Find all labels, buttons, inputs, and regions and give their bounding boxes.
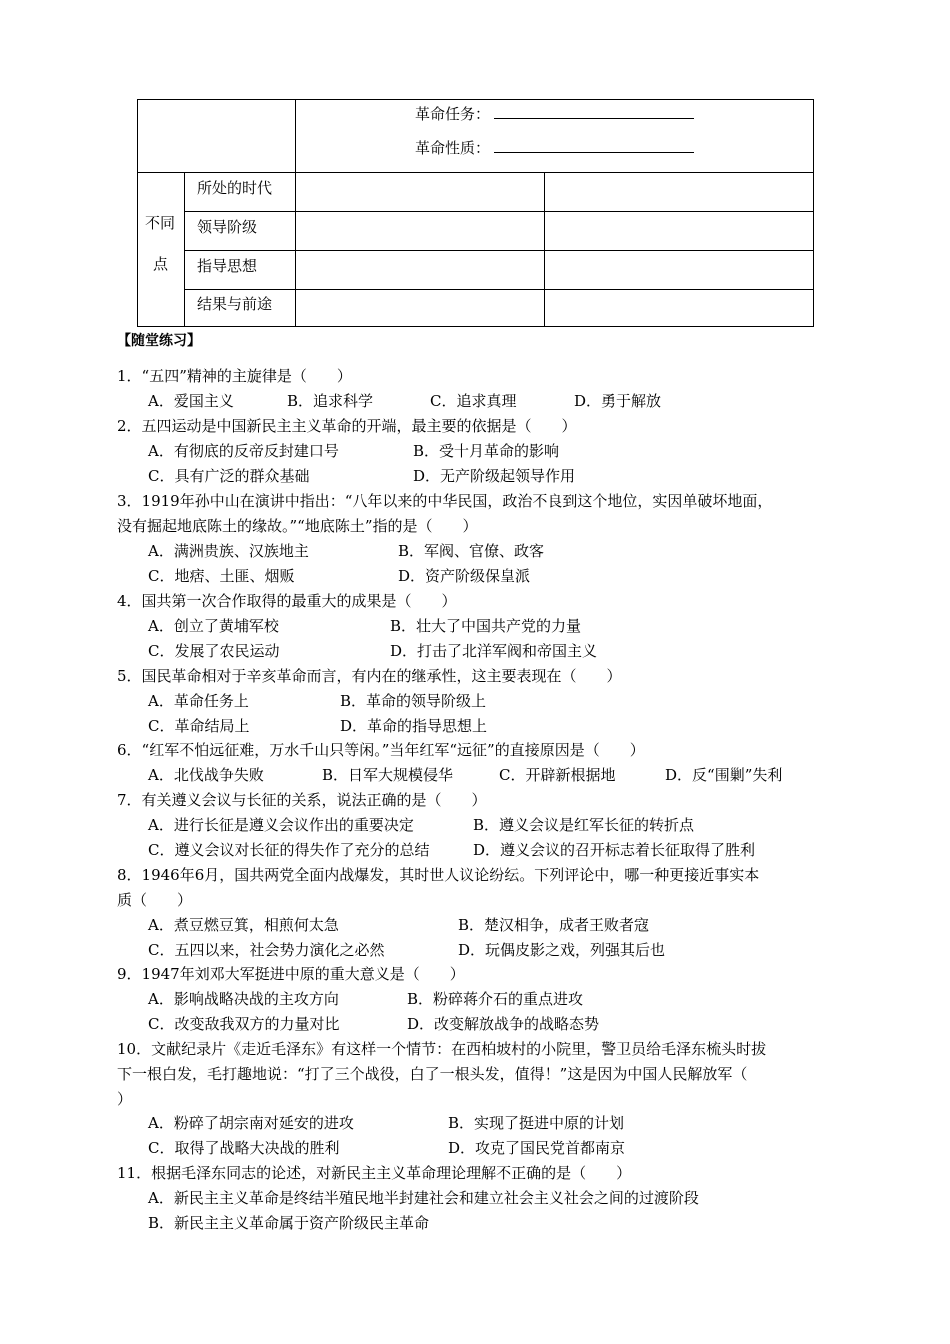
revolution-task-row [415,104,694,124]
question-3-cont: 没有掘起地底陈土的缘故。”“地底陈土”指的是（ ） [117,517,478,535]
q6-option-c[interactable]: C．开辟新根据地 [499,766,616,784]
q3-option-b[interactable]: B．军阀、官僚、政客 [398,542,545,560]
row-label-result-prospect: 结果与前途 [197,295,273,313]
question-8-cont: 质（ ） [117,891,193,909]
q8-option-a[interactable]: A．煮豆燃豆箕，相煎何太急 [148,916,339,934]
q1-option-a[interactable]: A．爱国主义 [148,392,234,410]
q2-option-d[interactable]: D．无产阶级起领导作用 [413,467,576,485]
revolution-nature-blank[interactable] [494,138,694,153]
question-10: 10．文献纪录片《走近毛泽东》有这样一个情节：在西柏坡村的小院里，警卫员给毛泽东梳头时拔 [117,1040,767,1058]
revolution-nature-label: 革命性质： [415,139,491,157]
q4-option-d[interactable]: D．打击了北洋军阀和帝国主义 [390,642,598,660]
q1-option-c[interactable]: C．追求真理 [430,392,517,410]
q7-option-d[interactable]: D．遵义会议的召开标志着长征取得了胜利 [473,841,756,859]
revolution-task-blank[interactable] [494,104,694,119]
comparison-table [137,99,814,327]
q7-option-c[interactable]: C．遵义会议对长征的得失作了充分的总结 [148,841,430,859]
question-1: 1．“五四”精神的主旋律是（ ） [117,367,352,385]
q10-option-c[interactable]: C．取得了战略大决战的胜利 [148,1139,340,1157]
q9-option-b[interactable]: B．粉碎蒋介石的重点进攻 [407,990,584,1008]
question-6: 6．“红军不怕远征难，万水千山只等闲。”当年红军“远征”的直接原因是（ ） [117,741,645,759]
q7-option-b[interactable]: B．遵义会议是红军长征的转折点 [473,816,695,834]
q5-option-a[interactable]: A．革命任务上 [148,692,249,710]
q2-option-c[interactable]: C．具有广泛的群众基础 [148,467,310,485]
q5-option-b[interactable]: B．革命的领导阶级上 [340,692,487,710]
q11-option-a[interactable]: A．新民主主义革命是终结半殖民地半封建社会和建立社会主义社会之间的过渡阶段 [148,1189,699,1207]
q4-option-a[interactable]: A．创立了黄埔军校 [148,617,279,635]
q3-option-a[interactable]: A．满洲贵族、汉族地主 [148,542,309,560]
question-2: 2．五四运动是中国新民主主义革命的开端，最主要的依据是（ ） [117,417,577,435]
q6-option-d[interactable]: D．反“围剿”失利 [665,766,783,784]
q8-option-c[interactable]: C．五四以来，社会势力演化之必然 [148,941,385,959]
revolution-task-label: 革命任务： [415,105,491,123]
question-3: 3．1919年孙中山在演讲中指出：“八年以来的中华民国，政治不良到这个地位，实因单破坏地面， [117,492,773,510]
question-10-cont-2: ） [117,1090,133,1108]
q7-option-a[interactable]: A．进行长征是遵义会议作出的重要决定 [148,816,414,834]
q8-option-b[interactable]: B．楚汉相争，成者王败者寇 [458,916,650,934]
q3-option-d[interactable]: D．资产阶级保皇派 [398,567,531,585]
section-title: 【随堂练习】 [117,333,201,349]
q4-option-c[interactable]: C．发展了农民运动 [148,642,280,660]
question-10-cont: 下一根白发，毛打趣地说：“打了三个战役，白了一根头发，值得！”这是因为中国人民解放军（ [117,1065,748,1083]
question-7: 7．有关遵义会议与长征的关系，说法正确的是（ ） [117,791,487,809]
row-label-leading-class: 领导阶级 [197,218,258,236]
q8-option-d[interactable]: D．玩偶皮影之戏，列强其后也 [458,941,666,959]
q6-option-a[interactable]: A．北伐战争失败 [148,766,264,784]
q5-option-d[interactable]: D．革命的指导思想上 [340,717,488,735]
q10-option-a[interactable]: A．粉碎了胡宗南对延安的进攻 [148,1114,354,1132]
q10-option-b[interactable]: B．实现了挺进中原的计划 [448,1114,625,1132]
q2-option-b[interactable]: B．受十月革命的影响 [413,442,560,460]
question-5: 5．国民革命相对于辛亥革命而言，有内在的继承性，这主要表现在（ ） [117,667,622,685]
q6-option-b[interactable]: B．日军大规模侵华 [322,766,454,784]
q1-option-b[interactable]: B．追求科学 [287,392,374,410]
q9-option-c[interactable]: C．改变敌我双方的力量对比 [148,1015,340,1033]
q11-option-b[interactable]: B．新民主主义革命属于资产阶级民主革命 [148,1214,430,1232]
q4-option-b[interactable]: B．壮大了中国共产党的力量 [390,617,582,635]
differences-label-2: 点 [153,255,169,273]
differences-label-1: 不同 [145,214,176,232]
q5-option-c[interactable]: C．革命结局上 [148,717,250,735]
q9-option-d[interactable]: D．改变解放战争的战略态势 [407,1015,600,1033]
question-11: 11．根据毛泽东同志的论述，对新民主主义革命理论理解不正确的是（ ） [117,1164,632,1182]
q3-option-c[interactable]: C．地痞、土匪、烟贩 [148,567,295,585]
revolution-nature-row [415,138,694,158]
question-9: 9．1947年刘邓大军挺进中原的重大意义是（ ） [117,965,465,983]
row-label-guiding-ideology: 指导思想 [197,257,258,275]
q1-option-d[interactable]: D．勇于解放 [574,392,662,410]
q9-option-a[interactable]: A．影响战略决战的主攻方向 [148,990,339,1008]
row-label-era: 所处的时代 [197,179,273,197]
question-8: 8．1946年6月，国共两党全面内战爆发，其时世人议论纷纭。下列评论中，哪一种更接近事实本 [117,866,760,884]
question-4: 4．国共第一次合作取得的最重大的成果是（ ） [117,592,457,610]
q2-option-a[interactable]: A．有彻底的反帝反封建口号 [148,442,339,460]
q10-option-d[interactable]: D．攻克了国民党首都南京 [448,1139,626,1157]
